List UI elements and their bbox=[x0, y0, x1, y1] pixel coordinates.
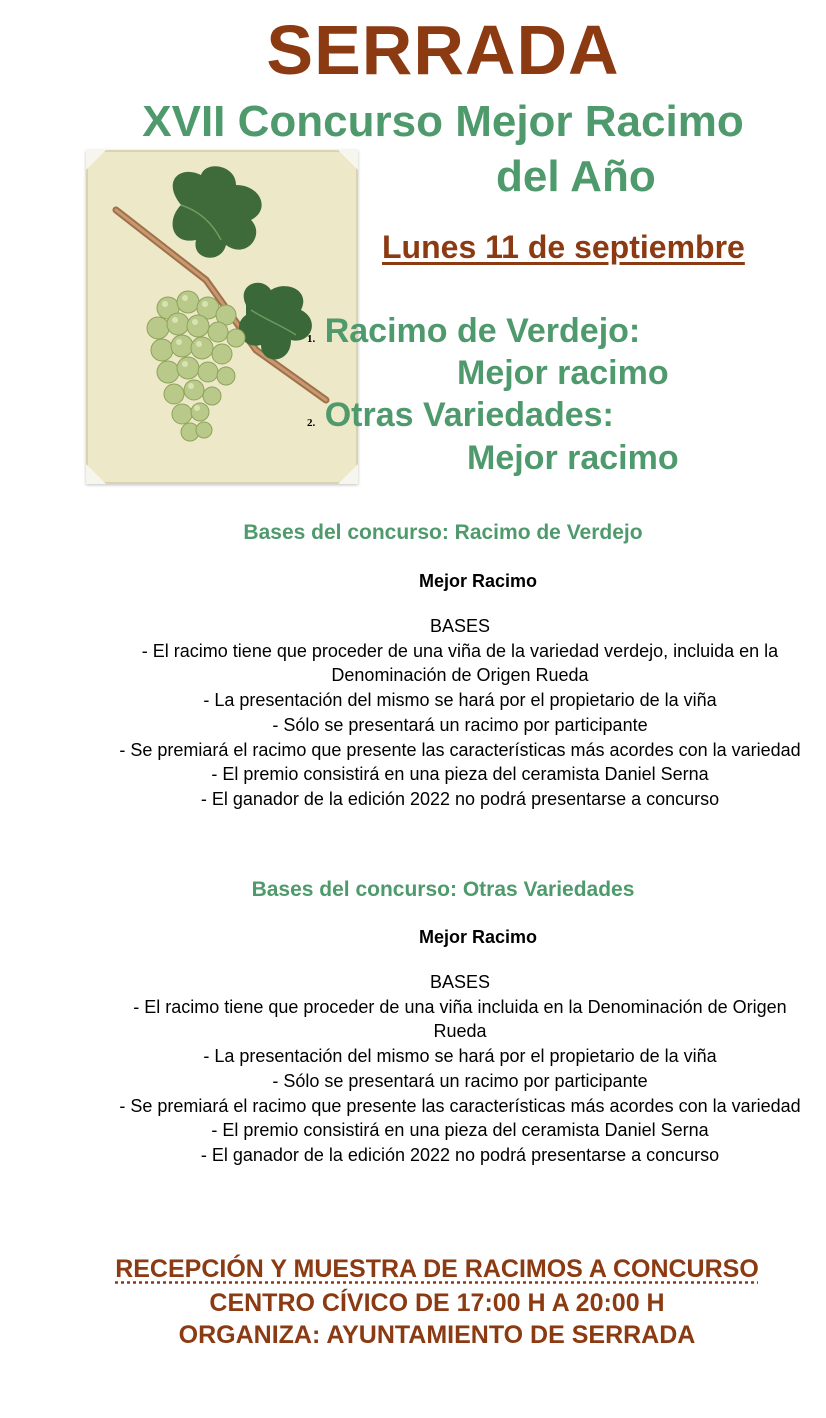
category-2-number: 2. bbox=[307, 417, 316, 429]
category-1-award: Mejor racimo bbox=[457, 354, 669, 392]
footer-reception: RECEPCIÓN Y MUESTRA DE RACIMOS A CONCURSO bbox=[115, 1255, 759, 1283]
rule-item: - El ganador de la edición 2022 no podrá presentarse a concurso bbox=[200, 788, 720, 809]
rule-item: - Se premiará el racimo que presente las características más acordes con la variedad bbox=[119, 1095, 801, 1116]
rule-item: - La presentación del mismo se hará por el propietario de la viña bbox=[203, 690, 717, 711]
rule-item: - El ganador de la edición 2022 no podrá presentarse a concurso bbox=[200, 1144, 720, 1165]
category-1-name: Racimo de Verdejo: bbox=[324, 312, 641, 350]
footer-location-time: CENTRO CÍVICO DE 17:00 H A 20:00 H bbox=[209, 1289, 665, 1317]
section-heading-otras: Bases del concurso: Otras Variedades bbox=[251, 878, 635, 901]
bases-label: BASES bbox=[429, 616, 491, 636]
page-title: SERRADA bbox=[266, 11, 620, 89]
rules-otras bbox=[110, 970, 810, 1168]
event-date: Lunes 11 de septiembre bbox=[382, 229, 745, 265]
rule-item: - El racimo tiene que proceder de una viña de la variedad verdejo, incluida en la Denominación de Origen Rueda bbox=[141, 640, 779, 686]
rule-item: - El premio consistirá en una pieza del ceramista Daniel Serna bbox=[211, 1120, 709, 1141]
footer-organizer: ORGANIZA: AYUNTAMIENTO DE SERRADA bbox=[178, 1321, 696, 1349]
rule-item: - El premio consistirá en una pieza del ceramista Daniel Serna bbox=[211, 764, 709, 785]
rule-item: - El racimo tiene que proceder de una viña incluida en la Denominación de Origen Rueda bbox=[133, 996, 787, 1042]
rules-verdejo bbox=[110, 614, 810, 812]
contest-subtitle: XVII Concurso Mejor Racimo bbox=[142, 97, 744, 146]
section-award-title-otras: Mejor Racimo bbox=[418, 927, 538, 947]
section-award-title-verdejo: Mejor Racimo bbox=[418, 571, 538, 591]
category-1-number: 1. bbox=[307, 333, 316, 345]
rule-item: - La presentación del mismo se hará por el propietario de la viña bbox=[203, 1046, 717, 1067]
rule-item: - Sólo se presentará un racimo por participante bbox=[272, 1070, 648, 1091]
rule-item: - Se premiará el racimo que presente las características más acordes con la variedad bbox=[119, 739, 801, 760]
bases-label: BASES bbox=[429, 972, 491, 992]
section-heading-verdejo: Bases del concurso: Racimo de Verdejo bbox=[243, 521, 643, 544]
category-2-name: Otras Variedades: bbox=[324, 396, 614, 434]
contest-subtitle-continued: del Año bbox=[496, 152, 656, 201]
rule-item: - Sólo se presentará un racimo por participante bbox=[272, 714, 648, 735]
category-2-award: Mejor racimo bbox=[467, 439, 679, 477]
